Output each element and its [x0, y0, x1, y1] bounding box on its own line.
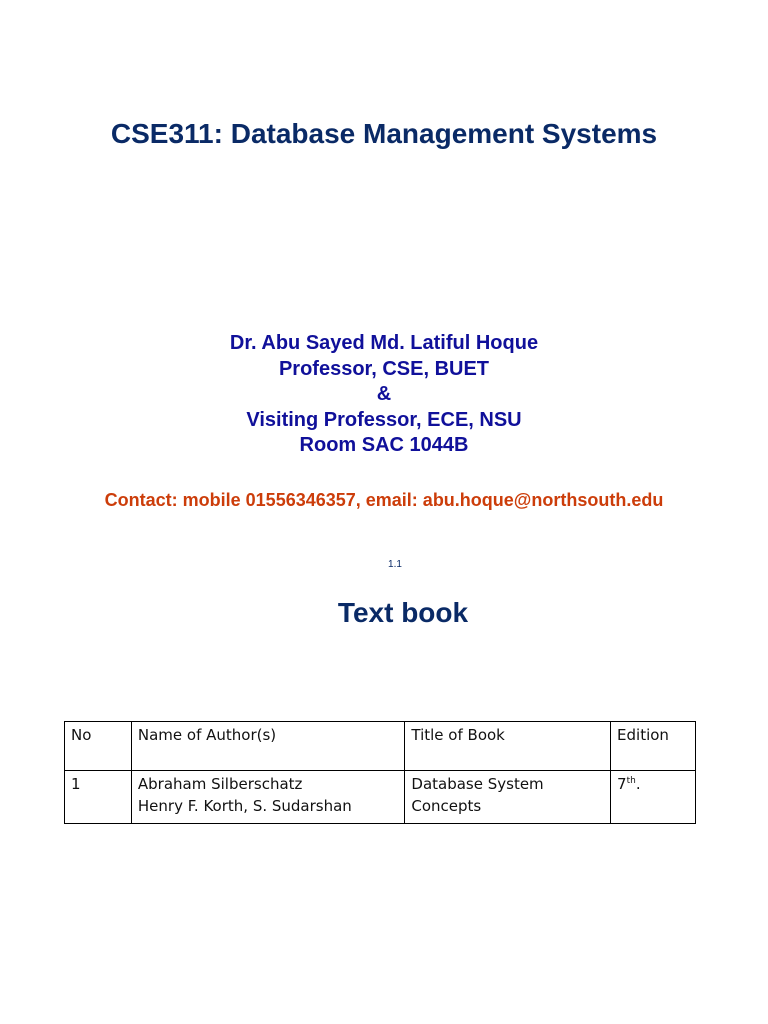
instructor-position: Professor, CSE, BUET	[278, 357, 490, 380]
contact-line: Contact: mobile 01556346357, email: abu.hoque@northsouth.edu	[104, 490, 664, 510]
section-title: Text book	[337, 597, 469, 628]
edition-trailing: .	[635, 775, 641, 793]
cell-title	[405, 771, 611, 824]
slide-number: 1.1	[388, 559, 402, 570]
table-header-row	[65, 722, 696, 771]
instructor-block	[0, 331, 768, 459]
cell-edition	[611, 771, 696, 824]
author-line: Abraham Silberschatz	[137, 775, 303, 793]
table-row	[65, 771, 696, 824]
title-line: Concepts	[411, 797, 482, 815]
cell-authors	[131, 771, 405, 824]
instructor-separator: &	[376, 383, 392, 406]
instructor-visiting: Visiting Professor, ECE, NSU	[246, 408, 522, 431]
edition-suffix: th	[626, 776, 636, 786]
header-title: Title of Book	[405, 722, 611, 771]
instructor-room: Room SAC 1044B	[299, 434, 469, 457]
header-authors: Name of Author(s)	[131, 722, 405, 771]
instructor-name: Dr. Abu Sayed Md. Latiful Hoque	[229, 332, 539, 354]
cell-no: 1	[65, 771, 132, 824]
course-title: CSE311: Database Management Systems	[110, 118, 658, 149]
header-edition: Edition	[611, 722, 696, 771]
title-line: Database System	[411, 775, 544, 793]
author-line: Henry F. Korth, S. Sudarshan	[137, 797, 352, 815]
textbook-table	[64, 721, 696, 824]
header-no: No	[65, 722, 132, 771]
edition-number: 7	[617, 775, 627, 793]
